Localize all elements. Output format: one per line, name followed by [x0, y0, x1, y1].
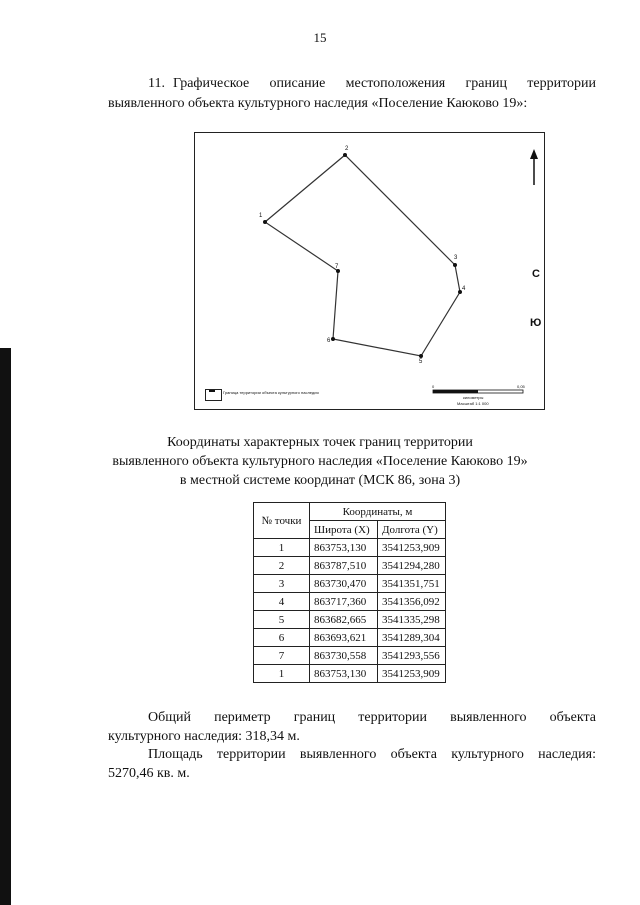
x-cell: 863730,470 [310, 575, 378, 593]
area-line-2: 5270,46 кв. м. [108, 766, 190, 781]
point-label-3: 3 [454, 255, 458, 261]
y-cell: 3541351,751 [378, 575, 446, 593]
area-line-1: Площадь территории выявленного объекта культурного наследия: [148, 747, 596, 762]
scale-unit: километры [463, 395, 484, 400]
boundary-map [194, 132, 545, 410]
point-cell: 7 [254, 647, 310, 665]
boundary-map-drawing [195, 133, 546, 411]
caption-line-3: в местной системе координат (МСК 86, зона 3) [179, 473, 461, 488]
point-label-2: 2 [345, 146, 349, 152]
point-label-6: 6 [327, 338, 331, 344]
page-number: 15 [313, 30, 327, 45]
south-label: Ю [530, 317, 542, 329]
north-arrow-head-icon [530, 149, 538, 159]
point-cell: 6 [254, 629, 310, 647]
x-cell: 863717,360 [310, 593, 378, 611]
heading-number: 11. [148, 76, 165, 91]
table-row [254, 539, 446, 557]
header-coordinates: Координаты, м [310, 503, 446, 521]
legend-text: Граница территории объекта культурного наследия [223, 390, 319, 395]
caption-line-1: Координаты характерных точек границ территории [167, 435, 473, 450]
north-label: С [532, 268, 540, 280]
point-label-5: 5 [419, 359, 423, 365]
table-row [254, 557, 446, 575]
boundary-point-2 [343, 153, 347, 157]
coordinates-table [253, 502, 446, 683]
scale-ratio: Масштаб 1:1 000 [457, 401, 489, 406]
x-cell: 863787,510 [310, 557, 378, 575]
y-cell: 3541356,092 [378, 593, 446, 611]
x-cell: 863753,130 [310, 539, 378, 557]
legend-swatch [205, 389, 222, 401]
perimeter-line-1: Общий периметр границ территории выявленного объекта [148, 710, 596, 725]
point-cell: 4 [254, 593, 310, 611]
point-label-4: 4 [462, 286, 466, 292]
scale-bar-fill [433, 390, 478, 393]
table-row [254, 611, 446, 629]
point-label-7: 7 [335, 264, 339, 270]
y-cell: 3541253,909 [378, 665, 446, 683]
boundary-point-5 [419, 354, 423, 358]
x-cell: 863693,621 [310, 629, 378, 647]
boundary-polygon [265, 155, 460, 356]
point-cell: 1 [254, 665, 310, 683]
coordinates-caption [0, 433, 640, 490]
table-row [254, 593, 446, 611]
boundary-point-1 [263, 220, 267, 224]
x-cell: 863730,558 [310, 647, 378, 665]
table-row [254, 647, 446, 665]
heading-line-1 [108, 74, 596, 94]
area-paragraph [108, 745, 596, 783]
heading-line-1-text: Графическое описание местоположения границ территории [172, 76, 596, 91]
header-longitude: Долгота (Y) [378, 521, 446, 539]
caption-line-2: выявленного объекта культурного наследия «Поселение Каюково 19» [112, 454, 528, 469]
y-cell: 3541293,556 [378, 647, 446, 665]
boundary-point-3 [453, 263, 457, 267]
boundary-point-6 [331, 337, 335, 341]
header-latitude: Широта (X) [310, 521, 378, 539]
point-cell: 5 [254, 611, 310, 629]
heading-line-2: выявленного объекта культурного наследия «Поселение Каюково 19»: [108, 96, 528, 111]
point-cell: 2 [254, 557, 310, 575]
table-row [254, 575, 446, 593]
perimeter-paragraph [108, 708, 596, 746]
y-cell: 3541289,304 [378, 629, 446, 647]
table-row [254, 629, 446, 647]
x-cell: 863753,130 [310, 665, 378, 683]
header-point: № точки [254, 503, 310, 539]
point-cell: 3 [254, 575, 310, 593]
scan-edge [0, 348, 11, 905]
y-cell: 3541294,280 [378, 557, 446, 575]
y-cell: 3541253,909 [378, 539, 446, 557]
point-label-1: 1 [259, 213, 263, 219]
x-cell: 863682,665 [310, 611, 378, 629]
perimeter-line-2: культурного наследия: 318,34 м. [108, 729, 300, 744]
scale-end: 0,05 [517, 384, 525, 389]
point-cell: 1 [254, 539, 310, 557]
y-cell: 3541335,298 [378, 611, 446, 629]
table-row [254, 665, 446, 683]
scale-start: 0 [432, 384, 435, 389]
section-heading [108, 74, 596, 114]
